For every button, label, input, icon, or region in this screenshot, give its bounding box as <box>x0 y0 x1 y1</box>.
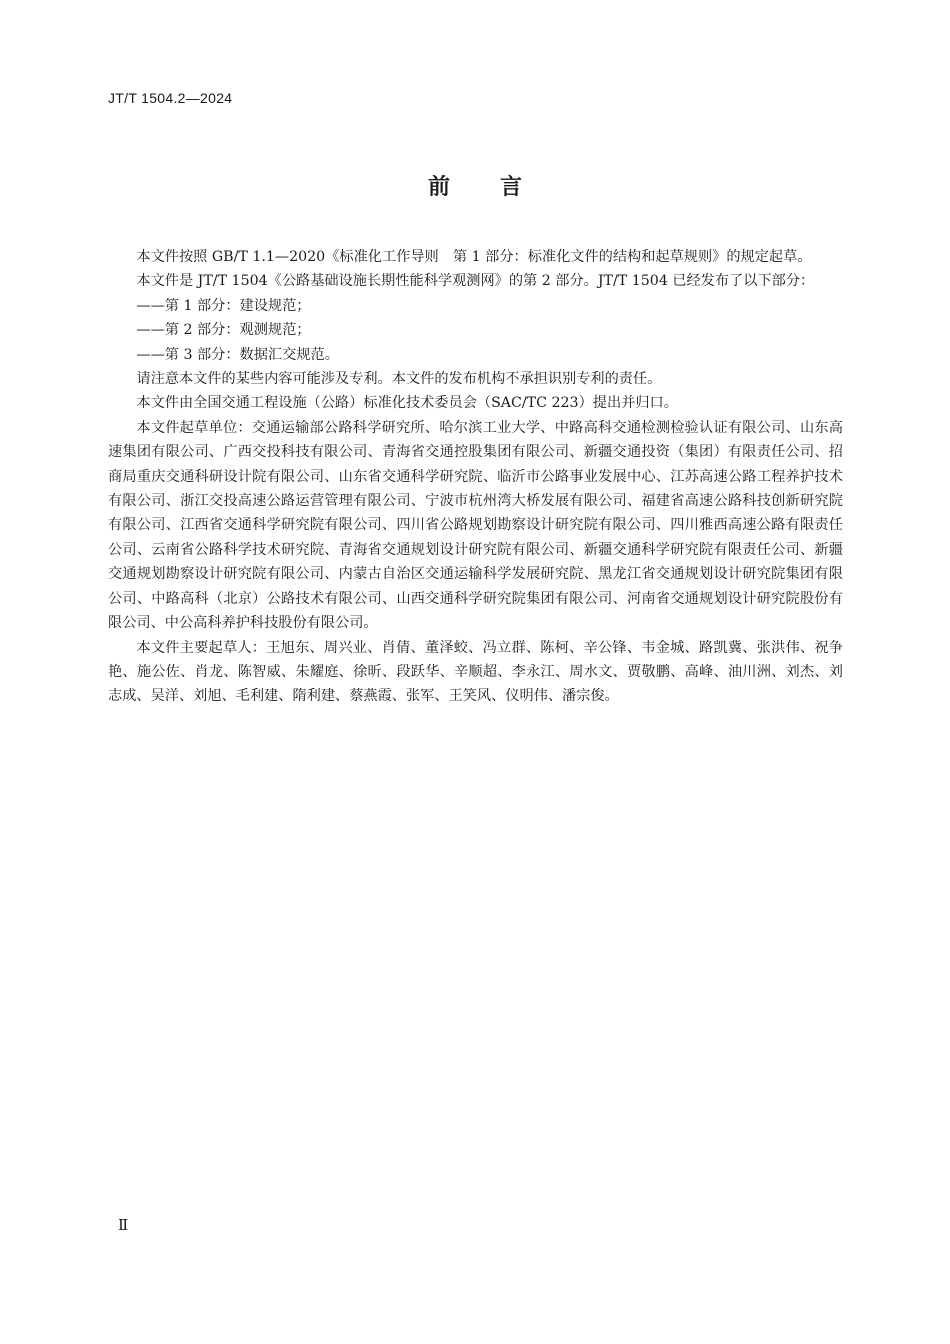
main-drafters-paragraph: 本文件主要起草人：王旭东、周兴业、肖倩、董泽蛟、冯立群、陈柯、辛公锋、韦金城、路凯冀、张洪伟、祝争艳、施公佐、肖龙、陈智威、朱耀庭、徐昕、段跃华、辛顺超、李永江、周水文、贾敬鹏、高峰、油川洲、刘杰、刘志成、吴洋、刘旭、毛利建、隋利建、蔡燕霞、张军、王笑风、仪明伟、潘宗俊。 <box>108 639 843 705</box>
patent-notice-paragraph: 请注意本文件的某些内容可能涉及专利。本文件的发布机构不承担识别专利的责任。 <box>136 371 662 388</box>
series-parts-intro-paragraph: 本文件是 JT/T 1504《公路基础设施长期性能科学观测网》的第 2 部分。JT/T 1504 已经发布了以下部分： <box>136 273 815 290</box>
drafting-units-paragraph: 本文件起草单位：交通运输部公路科学研究所、哈尔滨工业大学、中路高科交通检测检验认证有限公司、山东高速集团有限公司、广西交投科技有限公司、青海省交通控股集团有限公司、新疆交通投资（集团）有限责任公司、招商局重庆交通科研设计院有限公司、山东省交通科学研究院、临沂市公路事业发展中心、江苏高速公路工程养护技术有限公司、浙江交投高速公路运营管理有限公司、宁波市杭州湾大桥发展有限公司、福建省高速公路科技创新研究院有限公司、江西省交通科学研究院有限公司、四川省公路规划勘察设计研究院有限公司、四川雅西高速公路有限责任公司、云南省公路科学技术研究院、青海省交通规划设计研究院有限公司、新疆交通科学研究院有限责任公司、新疆交通规划勘察设计研究院有限公司、内蒙古自治区交通运输科学发展研究院、黑龙江省交通规划设计研究院集团有限公司、中路高科（北京）公路技术有限公司、山西交通科学研究院集团有限公司、河南省交通规划设计研究院股份有限公司、中公高科养护科技股份有限公司。 <box>108 419 843 632</box>
part-list-item: ——第 2 部分：观测规范； <box>136 322 311 339</box>
page-number: Ⅱ <box>118 1216 129 1234</box>
part-list-item: ——第 1 部分：建设规范； <box>136 297 311 314</box>
document-code: JT/T 1504.2—2024 <box>108 90 233 106</box>
proposer-paragraph: 本文件由全国交通工程设施（公路）标准化技术委员会（SAC/TC 223）提出并归口。 <box>136 395 678 412</box>
drafting-rule-paragraph: 本文件按照 GB/T 1.1—2020《标准化工作导则 第 1 部分：标准化文件的结构和起草规则》的规定起草。 <box>136 249 812 265</box>
part-list-item: ——第 3 部分：数据汇交规范。 <box>136 346 339 363</box>
foreword-title: 前言 <box>427 175 572 200</box>
foreword-body <box>108 245 843 709</box>
